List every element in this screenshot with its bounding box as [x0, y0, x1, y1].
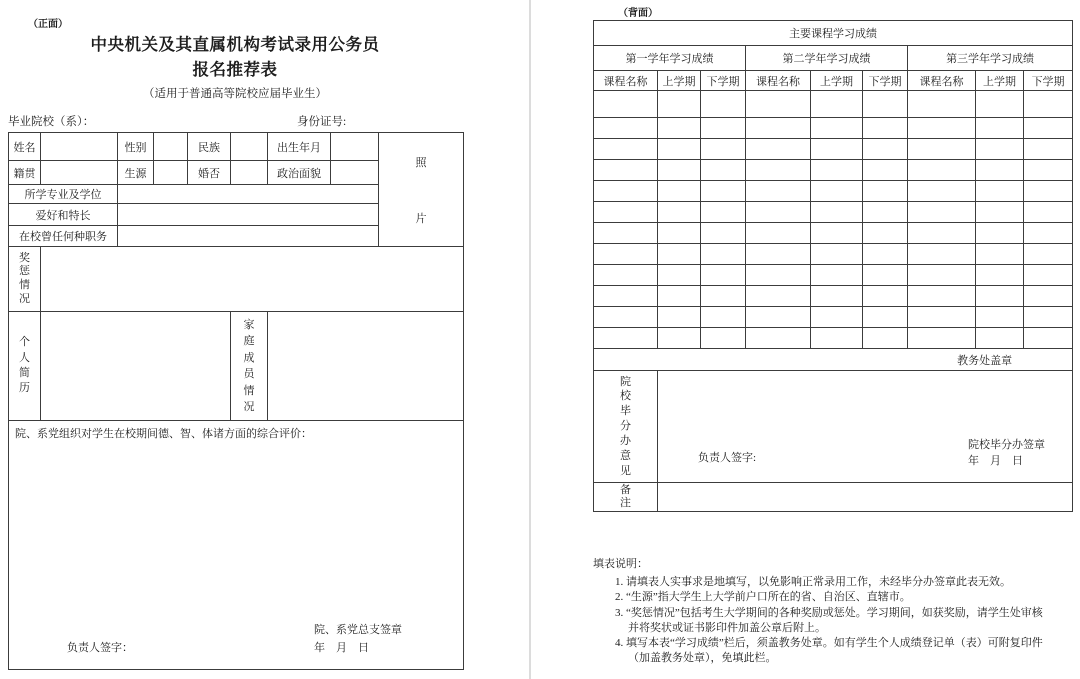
form-subtitle: （适用于普通高等院校应届毕业生）	[143, 88, 327, 100]
course-grid-row	[594, 223, 1073, 244]
school-id-row	[8, 113, 463, 129]
upper-semester-header: 上学期	[811, 71, 863, 91]
course-grid-cell	[594, 307, 658, 328]
marital-value-cell	[231, 161, 268, 185]
gender-value-cell	[154, 133, 188, 161]
opinion-label: 院校毕分办意见	[594, 371, 658, 483]
course-grid-cell	[594, 160, 658, 181]
instructions-title: 填表说明：	[593, 558, 648, 570]
back-page-label: （背面）	[618, 8, 658, 19]
evaluation-label: 院、系党组织对学生在校期间德、智、体诸方面的综合评价：	[15, 428, 312, 440]
grades-year-row	[594, 46, 1073, 71]
upper-semester-header: 上学期	[658, 71, 701, 91]
origin-value-cell	[154, 161, 188, 185]
photo-cell	[379, 133, 464, 247]
course-grid-cell	[594, 91, 658, 118]
grades-colheader-row	[594, 71, 1073, 91]
year1-header: 第一学年学习成绩	[594, 46, 746, 71]
form-title-line1: 中央机关及其直属机构考试录用公务员	[90, 35, 380, 54]
birthdate-value-cell	[331, 133, 379, 161]
lower-semester-header: 下学期	[863, 71, 908, 91]
photo-placeholder	[379, 134, 463, 246]
opinion-seal-block	[968, 437, 1045, 469]
year3-header: 第三学年学习成绩	[908, 46, 1073, 71]
course-name-header: 课程名称	[908, 71, 976, 91]
awards-punishments-value-cell	[41, 247, 464, 312]
gender-label: 性别	[118, 133, 154, 161]
hobbies-value-cell	[118, 204, 379, 226]
front-row-evaluation	[9, 421, 464, 670]
native-place-value-cell	[41, 161, 118, 185]
ethnicity-value-cell	[231, 133, 268, 161]
remarks-value-cell	[658, 483, 1073, 512]
opinion-seal-label: 院校毕分办签章	[968, 439, 1045, 451]
course-grid-cell	[594, 202, 658, 223]
name-label: 姓名	[9, 133, 41, 161]
resume-value-cell	[41, 312, 231, 421]
school-positions-value-cell	[118, 226, 379, 247]
instruction-line: 4. 填写本表“学习成绩”栏后，须盖教务处章。如有学生个人成绩登记单（表）可附复印件	[615, 637, 1043, 650]
year2-header: 第二学年学习成绩	[746, 46, 908, 71]
family-members-value-cell	[268, 312, 464, 421]
front-page-label: （正面）	[28, 19, 68, 30]
course-grid-cell	[594, 328, 658, 349]
photo-char-top: 照	[415, 156, 427, 169]
remarks-row	[594, 483, 1073, 512]
front-row-awards	[9, 247, 464, 312]
hobbies-label: 爱好和特长	[9, 204, 118, 226]
course-grid-cell	[594, 286, 658, 307]
course-grid-row	[594, 202, 1073, 223]
dean-seal-row	[594, 349, 1073, 371]
opinion-date-label: 年 月 日	[968, 455, 1023, 467]
upper-semester-header: 上学期	[976, 71, 1024, 91]
front-row-resume	[9, 312, 464, 421]
grades-title-row	[594, 21, 1073, 46]
course-grid-row	[594, 244, 1073, 265]
ethnicity-label: 民族	[188, 133, 231, 161]
course-grid-row	[594, 160, 1073, 181]
instruction-line: 3. “奖惩情况”包括考生大学期间的各种奖励或惩处。学习期间，如获奖励，请学生处审核	[615, 606, 1043, 619]
opinion-content-cell	[658, 371, 1073, 483]
course-grid-cell	[594, 244, 658, 265]
evaluation-cell	[9, 421, 464, 670]
birthdate-label: 出生年月	[268, 133, 331, 161]
awards-punishments-label: 奖惩情况	[9, 247, 41, 312]
course-grid-cell	[594, 265, 658, 286]
marital-label: 婚否	[188, 161, 231, 185]
filling-instructions	[593, 556, 1075, 667]
front-seal-label: 院、系党总支签章	[314, 624, 402, 636]
front-signer-label: 负责人签字：	[67, 642, 133, 654]
course-grid-row	[594, 265, 1073, 286]
instruction-line-continued: 并将奖状或证书影印件加盖公章后附上。	[628, 621, 826, 634]
front-date-label: 年 月 日	[314, 642, 369, 654]
front-row-1	[9, 133, 464, 161]
course-grid-cell	[594, 118, 658, 139]
family-members-label: 家庭成员情况	[231, 312, 268, 421]
dean-seal-label: 教务处盖章	[594, 349, 1073, 371]
course-grid-row	[594, 181, 1073, 202]
opinion-row	[594, 371, 1073, 483]
page-divider	[529, 0, 531, 679]
resume-label: 个人简历	[9, 312, 41, 421]
native-place-label: 籍贯	[9, 161, 41, 185]
remarks-label: 备注	[594, 483, 658, 512]
instruction-line-continued: （加盖教务处章），免填此栏。	[628, 652, 777, 665]
course-grid-cell	[594, 139, 658, 160]
front-seal-block	[314, 621, 402, 657]
opinion-signer-label: 负责人签字:	[698, 452, 757, 464]
origin-label: 生源	[118, 161, 154, 185]
politics-label: 政治面貌	[268, 161, 331, 185]
instruction-line: 1. 请填表人实事求是地填写，以免影响正常录用工作，未经毕分办签章此表无效。	[615, 576, 1011, 588]
course-name-header: 课程名称	[746, 71, 811, 91]
graduate-school-label: 毕业院校（系）：	[8, 116, 95, 128]
major-degree-label: 所学专业及学位	[9, 185, 118, 204]
lower-semester-header: 下学期	[1024, 71, 1073, 91]
politics-value-cell	[331, 161, 379, 185]
course-grid-cell	[594, 223, 658, 244]
course-grid-row	[594, 307, 1073, 328]
course-grid-row	[594, 286, 1073, 307]
course-grid-row	[594, 328, 1073, 349]
major-degree-value-cell	[118, 185, 379, 204]
front-info-table	[8, 132, 464, 670]
grades-table-title: 主要课程学习成绩	[594, 21, 1073, 46]
id-number-label: 身份证号:	[297, 116, 347, 128]
lower-semester-header: 下学期	[701, 71, 746, 91]
school-positions-label: 在校曾任何种职务	[9, 226, 118, 247]
grades-table	[593, 20, 1073, 512]
course-grid-row	[594, 118, 1073, 139]
course-grid-cell	[594, 181, 658, 202]
photo-char-bottom: 片	[415, 212, 427, 225]
instruction-line: 2. “生源”指大学生上大学前户口所在的省、自治区、直辖市。	[615, 591, 911, 604]
form-title-line2: 报名推荐表	[192, 60, 278, 79]
name-value-cell	[41, 133, 118, 161]
course-grid-row	[594, 91, 1073, 118]
course-grid-row	[594, 139, 1073, 160]
course-name-header: 课程名称	[594, 71, 658, 91]
